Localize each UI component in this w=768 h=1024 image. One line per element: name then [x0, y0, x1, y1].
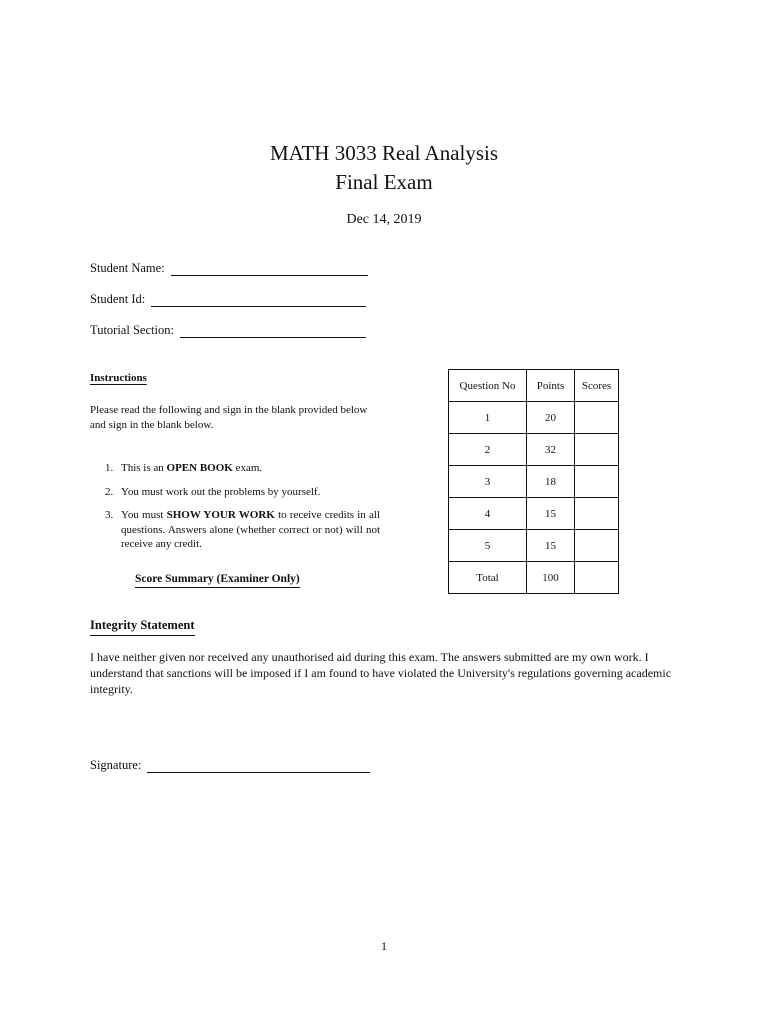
question-cell: 5: [449, 530, 527, 562]
integrity-text: I have neither given nor received any unauthorised aid during this exam. The answers submitted are my own work. I understand that sanctions will be imposed if I am found to have violated the University's regulations governing academic integrity.: [90, 650, 672, 696]
table-row: [449, 402, 619, 434]
list-item: [105, 461, 380, 476]
signature-field[interactable]: [90, 758, 370, 773]
table-total-row: [449, 562, 619, 594]
integrity-heading: Integrity Statement: [90, 618, 195, 636]
points-cell: 18: [527, 466, 575, 498]
instructions-heading: Instructions: [90, 372, 147, 384]
points-cell: 15: [527, 530, 575, 562]
student-id-label: Student Id:: [90, 292, 146, 306]
score-cell[interactable]: [575, 466, 619, 498]
student-name-blank[interactable]: [171, 263, 368, 276]
student-id-blank[interactable]: [151, 294, 366, 307]
tutorial-section-blank[interactable]: [180, 325, 366, 338]
student-name-label: Student Name:: [90, 261, 165, 275]
table-row: [449, 530, 619, 562]
page-number: 1: [381, 939, 387, 953]
points-cell: 20: [527, 402, 575, 434]
total-score-cell[interactable]: [575, 562, 619, 594]
list-item-text: You must: [121, 509, 167, 521]
course-title: MATH 3033 Real Analysis: [269, 141, 499, 165]
instructions-list: [105, 461, 380, 561]
question-cell: 2: [449, 434, 527, 466]
list-item-text: This is an: [121, 462, 167, 474]
instructions-intro: Please read the following and sign in the blank provided below and sign in the blank below.: [90, 404, 368, 431]
score-summary-label: Score Summary (Examiner Only): [135, 573, 300, 588]
header-scores: Scores: [575, 370, 619, 402]
list-item-bold: SHOW YOUR WORK: [166, 509, 275, 521]
tutorial-section-label: Tutorial Section:: [90, 323, 174, 337]
signature-label: Signature:: [90, 758, 142, 772]
question-cell: 3: [449, 466, 527, 498]
question-cell: 1: [449, 402, 527, 434]
total-label-cell: Total: [449, 562, 527, 594]
table-row: [449, 498, 619, 530]
list-item-text: to receive credits in all questions. Answers alone (whether correct or not) will not receive any credit.: [121, 509, 380, 550]
score-cell[interactable]: [575, 498, 619, 530]
student-name-field[interactable]: [90, 261, 368, 276]
list-item: [105, 485, 380, 500]
table-header-row: [449, 370, 619, 402]
list-item-number: 2.: [105, 485, 114, 498]
list-item-number: 1.: [105, 462, 114, 474]
total-points-cell: 100: [527, 562, 575, 594]
list-item-text: You must work out the problems by yourself.: [121, 485, 321, 498]
table-row: [449, 466, 619, 498]
exam-title: Final Exam: [335, 170, 433, 194]
tutorial-section-field[interactable]: [90, 323, 366, 338]
signature-blank[interactable]: [147, 760, 370, 773]
score-cell[interactable]: [575, 402, 619, 434]
list-item-text: exam.: [232, 462, 263, 474]
list-item: [105, 508, 380, 552]
score-cell[interactable]: [575, 434, 619, 466]
list-item-bold: OPEN BOOK: [166, 462, 233, 474]
exam-date: Dec 14, 2019: [346, 212, 422, 227]
table-row: [449, 434, 619, 466]
question-cell: 4: [449, 498, 527, 530]
header-points: Points: [527, 370, 575, 402]
student-id-field[interactable]: [90, 292, 366, 307]
header-question-no: Question No: [449, 370, 527, 402]
score-table: [448, 369, 619, 594]
score-cell[interactable]: [575, 530, 619, 562]
list-item-number: 3.: [105, 509, 114, 521]
points-cell: 32: [527, 434, 575, 466]
points-cell: 15: [527, 498, 575, 530]
